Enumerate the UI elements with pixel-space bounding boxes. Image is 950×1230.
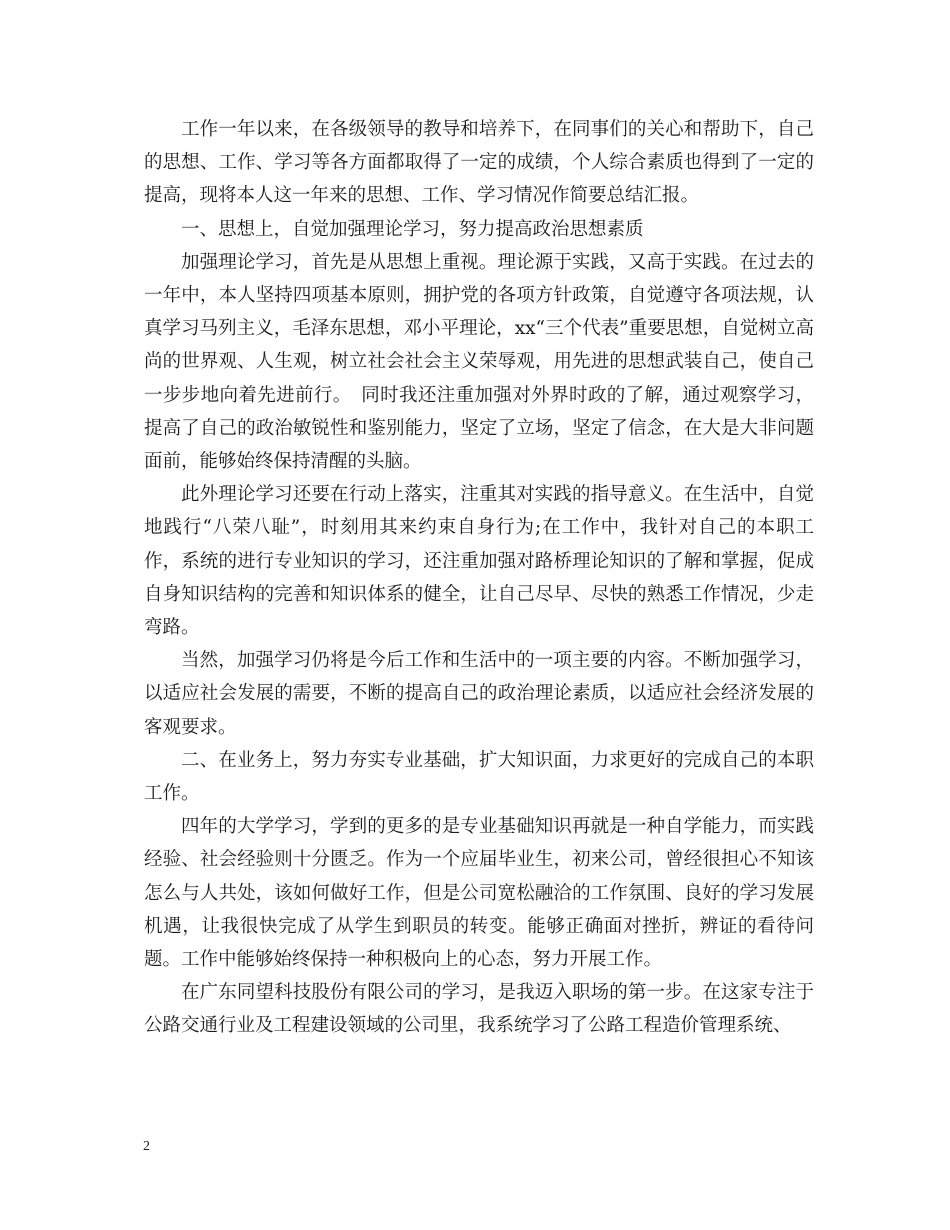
document-body bbox=[144, 113, 814, 1043]
paragraph-theory-practice: 此外理论学习还要在行动上落实，注重其对实践的指导意义。在生活中，自觉地践行“八荣八耻”，时刻用其来约束自身行为;在工作中，我针对自己的本职工作，系统的进行专业知识的学习，还注重加强对路桥理论知识的了解和掌握，促成自身知识结构的完善和知识体系的健全，让自己尽早、尽快的熟悉工作情况，少走弯路。 bbox=[144, 484, 814, 639]
paragraph-university: 四年的大学学习，学到的更多的是专业基础知识再就是一种自学能力，而实践经验、社会经验则十分匮乏。作为一个应届毕业生，初来公司，曾经很担心不知该怎么与人共处，该如何做好工作，但是公司宽松融洽的工作氛围、良好的学习发展机遇，让我很快完成了从学生到职员的转变。能够正确面对挫折，辨证的看待问题。工作中能够始终保持一种积极向上的心态，努力开展工作。 bbox=[144, 816, 814, 971]
paragraph-company: 在广东同望科技股份有限公司的学习，是我迈入职场的第一步。在这家专注于公路交通行业及工程建设领域的公司里，我系统学习了公路工程造价管理系统、 bbox=[144, 982, 814, 1037]
paragraph-theory-study: 加强理论学习，首先是从思想上重视。理论源于实践，又高于实践。在过去的一年中，本人坚持四项基本原则，拥护党的各项方针政策，自觉遵守各项法规，认真学习马列主义，毛泽东思想，邓小平理论，xx“三个代表”重要思想，自觉树立高尚的世界观、人生观，树立社会社会主义荣辱观，用先进的思想武装自己，使自己一步步地向着先进前行。 同时我还注重加强对外界时政的了解，通过观察学习，提高了自己的政治敏锐性和鉴别能力，坚定了立场，坚定了信念，在大是大非问题面前，能够始终保持清醒的头脑。 bbox=[144, 251, 814, 473]
section-heading-2: 二、在业务上，努力夯实专业基础，扩大知识面，力求更好的完成自己的本职工作。 bbox=[144, 749, 814, 805]
section-heading-1: 一、思想上，自觉加强理论学习，努力提高政治思想素质 bbox=[181, 218, 644, 240]
page-number: 2 bbox=[143, 1139, 150, 1154]
paragraph-continued-learning: 当然，加强学习仍将是今后工作和生活中的一项主要的内容。不断加强学习，以适应社会发展的需要，不断的提高自己的政治理论素质，以适应社会经济发展的客观要求。 bbox=[144, 650, 814, 738]
paragraph-intro: 工作一年以来，在各级领导的教导和培养下，在同事们的关心和帮助下，自己的思想、工作、学习等各方面都取得了一定的成绩，个人综合素质也得到了一定的提高，现将本人这一年来的思想、工作、学习情况作简要总结汇报。 bbox=[144, 119, 814, 207]
